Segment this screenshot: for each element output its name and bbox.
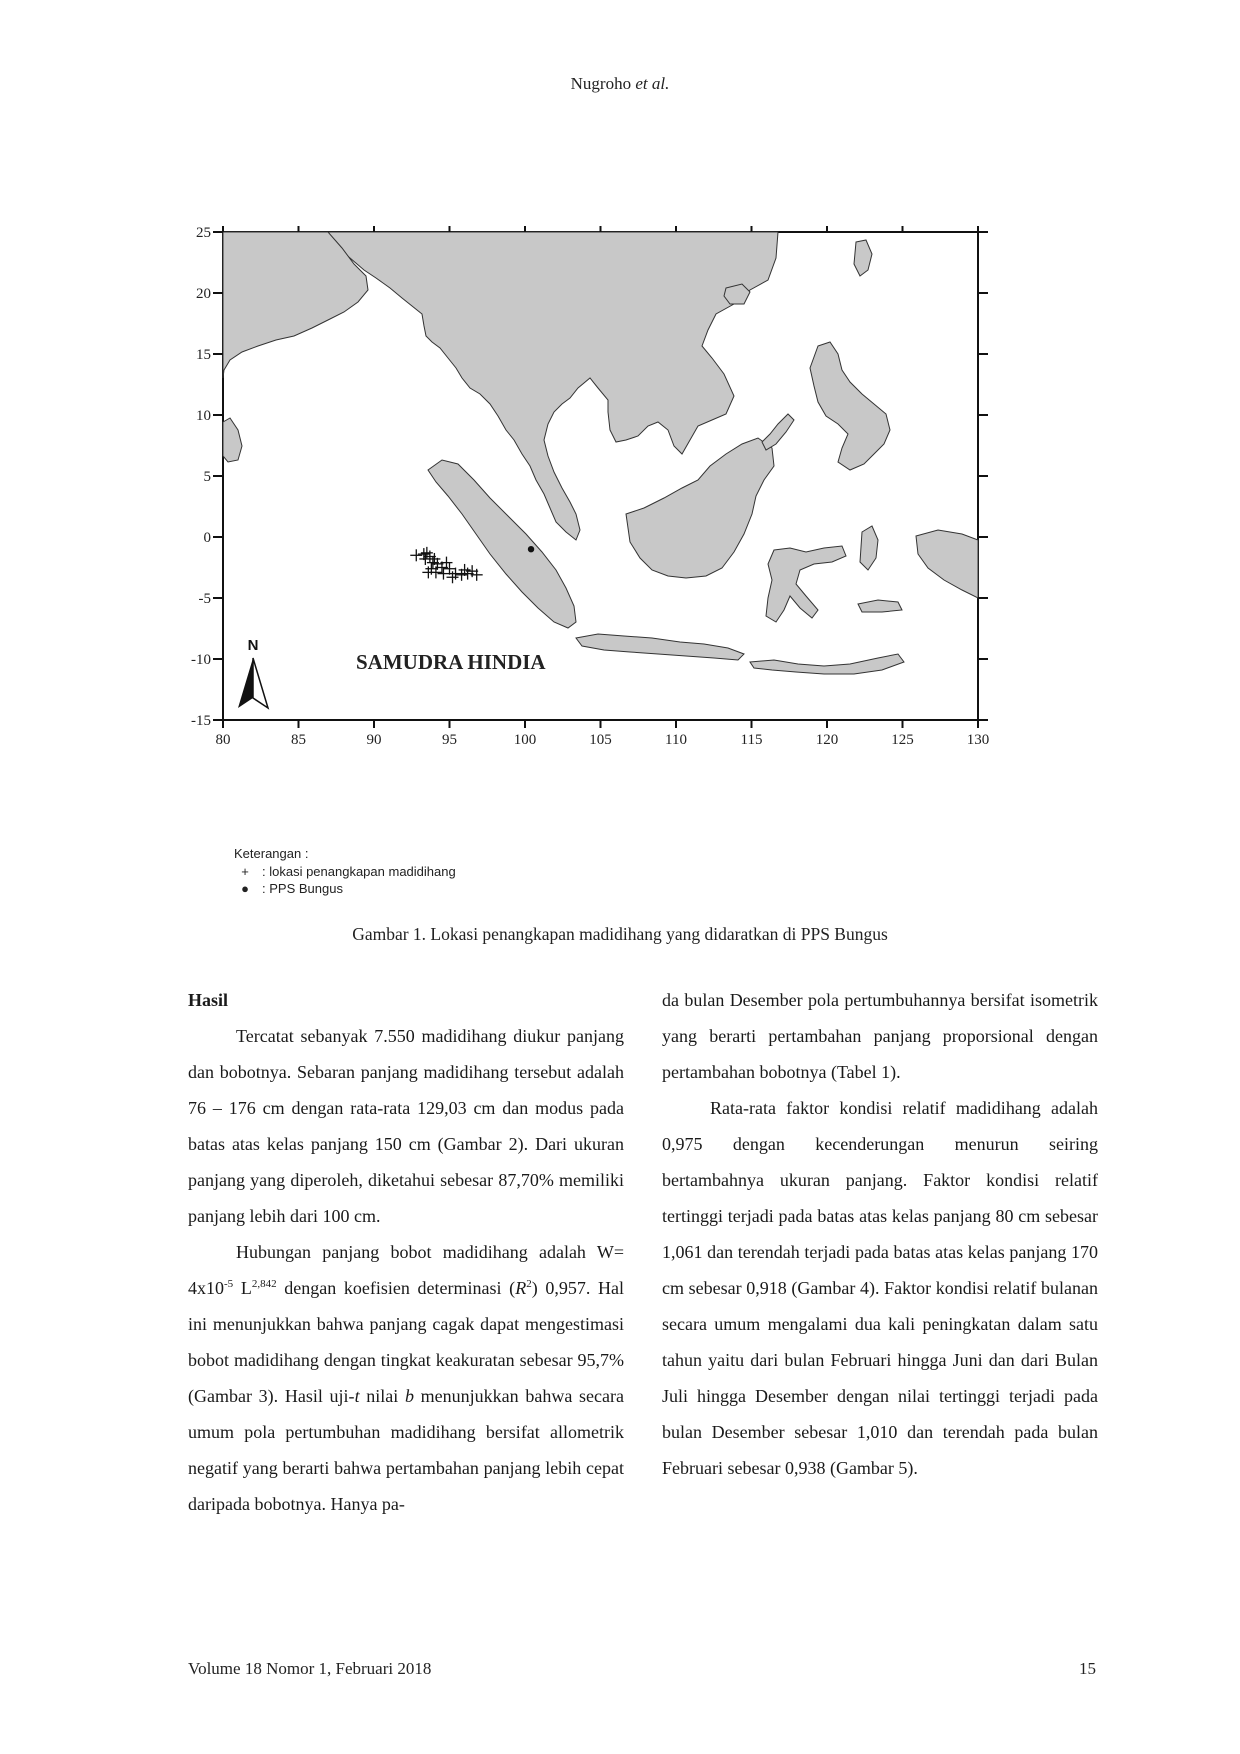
figure-caption: Gambar 1. Lokasi penangkapan madidihang yang didaratkan di PPS Bungus (352, 924, 888, 944)
x-tick-label: 120 (815, 732, 839, 748)
left-column (188, 982, 624, 1522)
sea-label: SAMUDRA HINDIA (356, 650, 546, 674)
map-legend (234, 846, 456, 897)
x-tick-label: 80 (215, 732, 231, 748)
y-tick-label: -5 (198, 591, 211, 607)
legend-label-port: : PPS Bungus (262, 881, 343, 896)
legend-item-catch (234, 863, 456, 880)
paragraph-results-4: Rata-rata faktor kondisi relatif madidihang adalah 0,975 dengan kecenderungan menurun seiring bertambahnya ukuran panjang. Faktor kondisi relatif tertinggi terjadi pada batas atas kelas panjang 80 cm sebesar 1,061 dan terendah terjadi pada batas atas kelas panjang 170 cm sebesar 0,918 (Gambar 4). Faktor kondisi relatif bulanan secara umum mengalami dua kali peningkatan dalam satu tahun yaitu dari bulan Februari hingga Juni dan dari Bulan Juli hingga Desember dengan nilai tertinggi terjadi pada bulan Desember sebesar 1,010 dan terendah pada bulan Februari sebesar 0,938 (Gambar 5). (662, 1098, 1098, 1478)
port-point-dot (528, 546, 534, 552)
x-tick-label: 115 (740, 732, 763, 748)
x-tick-label: 85 (291, 732, 306, 748)
legend-label-catch: : lokasi penangkapan madidihang (262, 864, 456, 879)
plus-marker-icon: + (241, 864, 249, 879)
right-column (662, 982, 1098, 1486)
page-number: 15 (1079, 1659, 1096, 1678)
y-tick-label: 5 (203, 469, 211, 485)
x-tick-label: 110 (665, 732, 687, 748)
section-heading: Hasil (188, 990, 229, 1010)
y-tick-label: 20 (196, 286, 211, 302)
running-head-etal: et al. (635, 74, 670, 93)
journal-footer: Volume 18 Nomor 1, Februari 2018 (188, 1659, 432, 1678)
map-svg (178, 218, 1018, 838)
north-label: N (247, 637, 259, 654)
y-tick-label: 25 (196, 225, 211, 241)
running-head (0, 74, 1240, 94)
y-tick-label: 15 (196, 347, 211, 363)
x-tick-label: 100 (513, 732, 537, 748)
dot-marker-icon: ● (241, 881, 249, 896)
study-area-map (178, 218, 1018, 838)
paragraph-results-1: Tercatat sebanyak 7.550 madidihang diukur panjang dan bobotnya. Sebaran panjang madidihang tersebut adalah 76 – 176 cm dengan rata-rata 129,03 cm dan modus pada batas atas kelas panjang 150 cm (Gambar 2). Dari ukuran panjang yang diperoleh, diketahui sebesar 87,70% memiliki panjang lebih dari 100 cm. (188, 1026, 624, 1226)
y-tick-label: -10 (191, 652, 211, 668)
x-tick-label: 125 (891, 732, 914, 748)
legend-item-port (234, 880, 456, 897)
paragraph-results-2: Hubungan panjang bobot madidihang adalah $W= 4x10^{-5}$ L$^{2,842}$ dengan koefisien determinasi $(R^2)$ 0,957. Hal ini menunjukkan bahwa panjang cagak dapat mengestimasi bobot madidihang dengan tingkat keakuratan sebesar 95,7% (Gambar 3). Hasil uji-t nilai b menunjukkan bahwa secara umum pola pertumbuhan madidihang bersifat allometrik negatif yang berarti bahwa pertambahan panjang lebih cepat daripada bobotnya. Hanya pa- (188, 1242, 625, 1514)
x-tick-label: 95 (442, 732, 457, 748)
x-tick-label: 130 (966, 732, 990, 748)
y-tick-label: 10 (196, 408, 211, 424)
paragraph-results-3: da bulan Desember pola pertumbuhannya bersifat isometrik yang berarti pertambahan panjang proporsional dengan pertambahan bobotnya (Tabel 1). (662, 990, 1098, 1082)
running-head-author: Nugroho (570, 74, 632, 93)
x-tick-label: 90 (366, 732, 382, 748)
x-tick-label: 105 (589, 732, 612, 748)
y-tick-label: 0 (203, 530, 211, 546)
y-tick-label: -15 (191, 713, 211, 729)
legend-title: Keterangan : (234, 846, 309, 861)
